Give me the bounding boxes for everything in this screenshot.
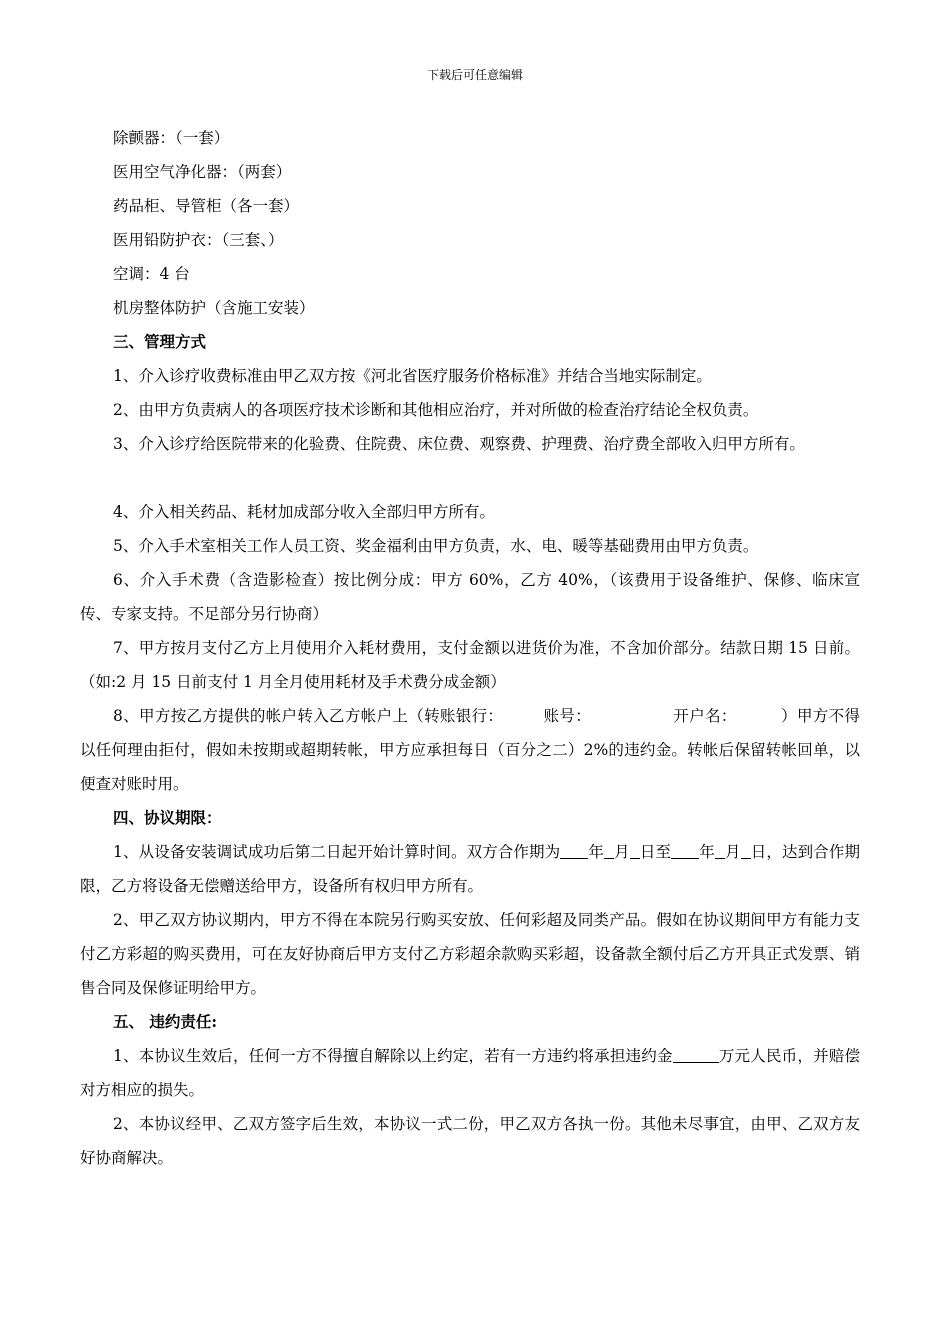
blank-field[interactable]	[560, 843, 588, 860]
clause: 2、本协议经甲、乙双方签字后生效，本协议一式二份，甲乙双方各执一份。其他未尽事宜，由甲、乙双方友好协商解决。	[80, 1115, 860, 1167]
section-heading: 三、管理方式	[113, 332, 207, 351]
blank-field[interactable]	[741, 843, 751, 860]
spacer	[80, 461, 860, 495]
blank-field[interactable]	[715, 843, 725, 860]
blank-field[interactable]	[630, 843, 640, 860]
clause: 3、介入诊疗给医院带来的化验费、住院费、床位费、观察费、护理费、治疗费全部收入归甲方所有。	[113, 435, 805, 453]
blank-field[interactable]	[604, 843, 614, 860]
equipment-item: 空调：4 台	[113, 265, 190, 283]
equipment-item: 医用空气净化器：（两套）	[113, 163, 292, 181]
section-heading: 五、 违约责任:	[113, 1012, 218, 1031]
clause: 7、甲方按月支付乙方上月使用介入耗材费用，支付金额以进货价为准，不含加价部分。结款日期 15 日前。（如:2 月 15 日前支付 1 月全月使用耗材及手术费分成金额）	[80, 639, 860, 691]
equipment-item: 医用铅防护衣：（三套、）	[113, 231, 284, 249]
blank-field[interactable]	[673, 1047, 719, 1064]
clause-bank-account: 8、甲方按乙方提供的帐户转入乙方帐户上（转账银行： 账号： 开户名： ）甲方不得以任何理由拒付，假如未按期或超期转帐，甲方应承担每日（百分之二）2%的违约金。转帐后保留转帐回单，以便查对账时用。	[80, 707, 860, 793]
clause-penalty: 1、本协议生效后，任何一方不得擅自解除以上约定，若有一方违约将承担违约金 万元人民币，并赔偿对方相应的损失。	[80, 1047, 860, 1099]
document-body	[80, 121, 860, 1175]
clause: 4、介入相关药品、耗材加成部分收入全部归甲方所有。	[113, 503, 495, 521]
equipment-item: 机房整体防护（含施工安装）	[113, 299, 315, 317]
clause: 1、介入诊疗收费标准由甲乙双方按《河北省医疗服务价格标准》并结合当地实际制定。	[113, 367, 712, 385]
clause: 2、由甲方负责病人的各项医疗技术诊断和其他相应治疗，并对所做的检查治疗结论全权负责。	[113, 401, 759, 419]
section-heading: 四、协议期限：	[113, 808, 222, 827]
clause: 6、介入手术费（含造影检查）按比例分成：甲方 60%，乙方 40%，（该费用于设备维护、保修、临床宣传、专家支持。不足部分另行协商）	[80, 571, 860, 623]
clause: 5、介入手术室相关工作人员工资、奖金福利由甲方负责，水、电、暖等基础费用由甲方负责。	[113, 537, 759, 555]
blank-field[interactable]	[671, 843, 699, 860]
clause: 2、甲乙双方协议期内，甲方不得在本院另行购买安放、任何彩超及同类产品。假如在协议期间甲方有能力支付乙方彩超的购买费用，可在友好协商后甲方支付乙方彩超余款购买彩超，设备款全额付后乙方开具正式发票、销售合同及保修证明给甲方。	[80, 911, 860, 997]
equipment-item: 药品柜、导管柜（各一套）	[113, 197, 300, 215]
page-header: 下载后可任意编辑	[426, 68, 523, 82]
equipment-item: 除颤器：（一套）	[113, 129, 230, 147]
clause-term: 1、从设备安装调试成功后第二日起开始计算时间。双方合作期为 年 月 日至 年 月 日，达到合作期限，乙方将设备无偿赠送给甲方，设备所有权归甲方所有。	[80, 843, 860, 895]
